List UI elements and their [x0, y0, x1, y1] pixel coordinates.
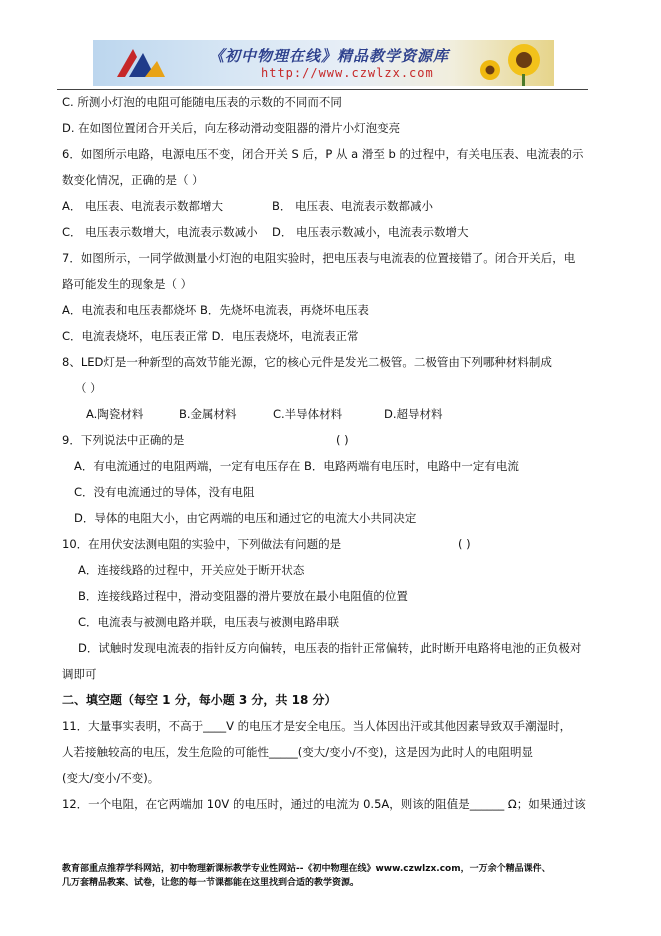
question-line: 8、LED灯是一种新型的高效节能光源，它的核心元件是发光二极管。二极管由下列哪种材料制成	[62, 355, 552, 369]
question-line: 11．大量事实表明，不高于____V 的电压才是安全电压。当人体因出汗或其他因素导致双手潮湿时，	[62, 719, 572, 733]
site-logo-icon	[111, 43, 171, 83]
question-line: 12．一个电阻，在它两端加 10V 的电压时，通过的电流为 0.5A，则该的阻值是______ Ω；如果通过该	[62, 797, 586, 811]
option-line: A．电流表和电压表都烧坏 B．先烧坏电流表，再烧坏电压表	[62, 303, 369, 317]
header-banner	[93, 40, 554, 86]
option-line: C. 所测小灯泡的电阻可能随电压表的示数的不同而不同	[62, 95, 342, 109]
question-line: 人若接触较高的电压，发生危险的可能性_____(变大/变小/不变)，这是因为此时人的电阻明显	[62, 745, 533, 759]
footer-line: 教育部重点推荐学科网站，初中物理新课标教学专业性网站--《初中物理在线》www.czwlzx.com，一万余个精品课件、	[62, 864, 551, 874]
answer-bracket: ( )	[336, 433, 349, 447]
option-line: A．有电流通过的电阻两端，一定有电压存在 B．电路两端有电压时，电路中一定有电流	[74, 459, 519, 473]
option-line: A．连接线路的过程中，开关应处于断开状态	[78, 563, 305, 577]
option-line: B.金属材料	[179, 407, 237, 421]
banner-title: 《初中物理在线》精品教学资源库	[209, 47, 450, 65]
option-line: B．连接线路过程中，滑动变阻器的滑片要放在最小电阻值的位置	[78, 589, 408, 603]
option-line: D. 在如图位置闭合开关后，向左移动滑动变阻器的滑片小灯泡变亮	[62, 121, 401, 135]
option-line: B． 电压表、电流表示数都减小	[272, 199, 434, 213]
question-line: 9．下列说法中正确的是	[62, 433, 185, 447]
option-line: C．电流表烧坏，电压表正常 D．电压表烧坏，电流表正常	[62, 329, 359, 343]
sunflower-icon	[468, 40, 554, 86]
question-line: （ ）	[75, 381, 102, 395]
question-line: 10．在用伏安法测电阻的实验中，下列做法有问题的是	[62, 537, 342, 551]
question-line: 6．如图所示电路，电源电压不变，闭合开关 S 后，P 从 a 滑至 b 的过程中，有关电压表、电流表的示	[62, 147, 584, 161]
option-line: A.陶瓷材料	[86, 407, 144, 421]
option-line: 调即可	[62, 667, 97, 681]
option-line: C.半导体材料	[273, 407, 343, 421]
option-line: D．试触时发现电流表的指针反方向偏转，电压表的指针正常偏转，此时断开电路将电池的正负极对	[78, 641, 582, 655]
question-line: 7．如图所示，一同学做测量小灯泡的电阻实验时，把电压表与电流表的位置接错了。闭合开关后，电	[62, 251, 576, 265]
option-line: C． 电压表示数增大，电流表示数减小	[62, 225, 258, 239]
option-line: D． 电压表示数减小，电流表示数增大	[272, 225, 469, 239]
option-line: C．没有电流通过的导体，没有电阻	[74, 485, 255, 499]
banner-url: http://www.czwlzx.com	[261, 66, 434, 80]
option-line: C．电流表与被测电路并联，电压表与被测电路串联	[78, 615, 340, 629]
question-line: 路可能发生的现象是（ ）	[62, 277, 193, 291]
option-line: A． 电压表、电流表示数都增大	[62, 199, 224, 213]
answer-bracket: ( )	[458, 537, 471, 551]
footer-line: 几万套精品教案、试卷，让您的每一节课都能在这里找到合适的教学资源。	[62, 878, 360, 888]
option-line: D.超导材料	[384, 407, 443, 421]
header-divider	[57, 89, 588, 90]
question-line: (变大/变小/不变)。	[62, 771, 160, 785]
section-heading: 二、填空题（每空 1 分，每小题 3 分，共 18 分）	[62, 693, 337, 707]
option-line: D．导体的电阻大小，由它两端的电压和通过它的电流大小共同决定	[74, 511, 417, 525]
question-line: 数变化情况，正确的是（ ）	[62, 173, 204, 187]
